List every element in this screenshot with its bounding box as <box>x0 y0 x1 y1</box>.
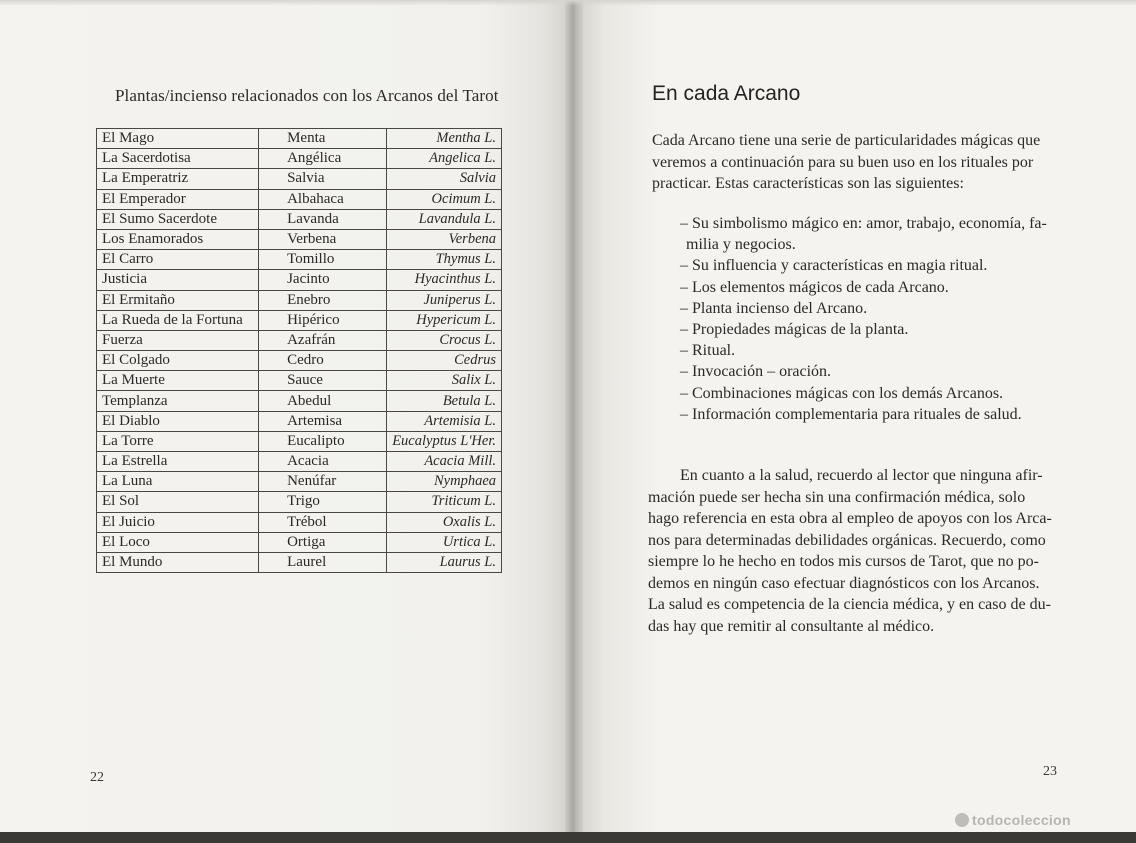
latin-name-cell: Juniperus L. <box>387 290 502 310</box>
latin-name-cell: Verbena <box>387 229 502 249</box>
arcano-cell: La Torre <box>97 431 259 451</box>
table-row <box>97 472 502 492</box>
arcano-cell: Fuerza <box>97 330 259 350</box>
list-item: – Su influencia y características en magia ritual. <box>680 257 988 275</box>
plant-cell: Laurel <box>259 552 387 572</box>
latin-name-cell: Eucalyptus L'Her. <box>387 431 502 451</box>
health-line: La salud es competencia de la ciencia médica, y en caso de du- <box>648 596 1051 613</box>
arcano-cell: La Luna <box>97 472 259 492</box>
table-row <box>97 391 502 411</box>
arcano-cell: El Colgado <box>97 351 259 371</box>
latin-name-cell: Thymus L. <box>387 250 502 270</box>
latin-name-cell: Betula L. <box>387 391 502 411</box>
page-number-right: 23 <box>1043 764 1057 779</box>
health-line: En cuanto a la salud, recuerdo al lector que ninguna afir- <box>680 467 1043 484</box>
intro-line: practicar. Estas características son las siguientes: <box>652 175 964 192</box>
intro-line: veremos a continuación para su buen uso en los rituales por <box>652 153 1034 171</box>
plant-cell: Trigo <box>259 492 387 512</box>
health-line: mación puede ser hecha sin una confirmación médica, solo <box>648 488 1026 506</box>
arcano-cell: El Loco <box>97 532 259 552</box>
latin-name-cell: Artemisia L. <box>387 411 502 431</box>
watermark <box>955 812 1071 828</box>
plant-cell: Menta <box>259 129 387 149</box>
book-gutter <box>565 0 583 843</box>
arcano-cell: La Estrella <box>97 452 259 472</box>
list-item: – Invocación – oración. <box>680 363 832 381</box>
watermark-logo-icon <box>955 813 969 827</box>
list-item: – Ritual. <box>680 342 736 360</box>
latin-name-cell: Laurus L. <box>387 552 502 572</box>
table-row <box>97 552 502 572</box>
arcano-cell: El Mundo <box>97 552 259 572</box>
table-title: Plantas/incienso relacionados con los Arcanos del Tarot <box>115 86 499 105</box>
latin-name-cell: Lavandula L. <box>387 209 502 229</box>
arcano-cell: El Emperador <box>97 189 259 209</box>
plant-cell: Albahaca <box>259 189 387 209</box>
plant-cell: Tomillo <box>259 250 387 270</box>
plant-cell: Acacia <box>259 452 387 472</box>
latin-name-cell: Salvia <box>387 169 502 189</box>
list-item: – Combinaciones mágicas con los demás Arcanos. <box>680 384 1004 402</box>
characteristics-list <box>680 213 1070 425</box>
plant-cell: Artemisa <box>259 411 387 431</box>
arcano-cell: El Sumo Sacerdote <box>97 209 259 229</box>
table-row <box>97 229 502 249</box>
list-item: – Su simbolismo mágico en: amor, trabajo, economía, fa- <box>680 215 1047 232</box>
arcano-cell: Los Enamorados <box>97 229 259 249</box>
latin-name-cell: Crocus L. <box>387 330 502 350</box>
table-row <box>97 310 502 330</box>
intro-line: Cada Arcano tiene una serie de particularidades mágicas que <box>652 132 1041 149</box>
table-row <box>97 330 502 350</box>
table-row <box>97 512 502 532</box>
table-row <box>97 250 502 270</box>
table-row <box>97 149 502 169</box>
plant-cell: Enebro <box>259 290 387 310</box>
table-row <box>97 290 502 310</box>
health-line: hago referencia en esta obra al empleo de apoyos con los Arca- <box>648 510 1052 527</box>
arcano-cell: La Rueda de la Fortuna <box>97 310 259 330</box>
latin-name-cell: Cedrus <box>387 351 502 371</box>
health-line: das hay que remitir al consultante al médico. <box>648 617 935 635</box>
list-item: – Planta incienso del Arcano. <box>680 299 868 317</box>
arcano-cell: El Ermitaño <box>97 290 259 310</box>
plant-cell: Salvia <box>259 169 387 189</box>
latin-name-cell: Salix L. <box>387 371 502 391</box>
list-item-continuation: milia y negocios. <box>686 236 796 254</box>
plant-cell: Abedul <box>259 391 387 411</box>
arcano-cell: Templanza <box>97 391 259 411</box>
arcano-cell: La Emperatriz <box>97 169 259 189</box>
list-item: – Propiedades mágicas de la planta. <box>680 321 909 339</box>
latin-name-cell: Nymphaea <box>387 472 502 492</box>
plants-table-body <box>97 129 502 573</box>
plant-cell: Eucalipto <box>259 431 387 451</box>
plant-cell: Cedro <box>259 351 387 371</box>
arcano-cell: El Sol <box>97 492 259 512</box>
health-paragraph <box>648 465 1068 637</box>
latin-name-cell: Angelica L. <box>387 149 502 169</box>
health-line: demos en ningún caso efectuar diagnósticos con los Arcanos. <box>648 574 1040 592</box>
health-line: nos para determinadas debilidades orgánicas. Recuerdo, como <box>648 531 1046 549</box>
latin-name-cell: Urtica L. <box>387 532 502 552</box>
arcano-cell: El Juicio <box>97 512 259 532</box>
table-row <box>97 371 502 391</box>
latin-name-cell: Triticum L. <box>387 492 502 512</box>
plant-cell: Hipérico <box>259 310 387 330</box>
plant-cell: Jacinto <box>259 270 387 290</box>
table-row <box>97 169 502 189</box>
arcano-cell: El Diablo <box>97 411 259 431</box>
latin-name-cell: Ocimum L. <box>387 189 502 209</box>
latin-name-cell: Hypericum L. <box>387 310 502 330</box>
latin-name-cell: Hyacinthus L. <box>387 270 502 290</box>
table-row <box>97 209 502 229</box>
arcano-cell: El Mago <box>97 129 259 149</box>
plant-cell: Sauce <box>259 371 387 391</box>
latin-name-cell: Oxalis L. <box>387 512 502 532</box>
latin-name-cell: Acacia Mill. <box>387 452 502 472</box>
list-item: – Información complementaria para rituales de salud. <box>680 405 1022 423</box>
arcano-cell: Justicia <box>97 270 259 290</box>
table-row <box>97 129 502 149</box>
page-top-shadow <box>0 0 1136 6</box>
page-number-left: 22 <box>90 770 104 785</box>
plant-cell: Trébol <box>259 512 387 532</box>
plants-table <box>96 128 502 573</box>
table-row <box>97 411 502 431</box>
plant-cell: Nenúfar <box>259 472 387 492</box>
watermark-text: todocoleccion <box>972 812 1071 828</box>
health-line: siempre lo he hecho en todos mis cursos de Tarot, que no po- <box>648 553 1039 570</box>
table-row <box>97 270 502 290</box>
latin-name-cell: Mentha L. <box>387 129 502 149</box>
plant-cell: Verbena <box>259 229 387 249</box>
page-bottom-edge <box>0 832 1136 843</box>
plant-cell: Azafrán <box>259 330 387 350</box>
plant-cell: Ortiga <box>259 532 387 552</box>
table-row <box>97 452 502 472</box>
section-title: En cada Arcano <box>652 82 801 105</box>
arcano-cell: El Carro <box>97 250 259 270</box>
intro-paragraph <box>652 130 1068 195</box>
plant-cell: Angélica <box>259 149 387 169</box>
arcano-cell: La Sacerdotisa <box>97 149 259 169</box>
table-row <box>97 351 502 371</box>
table-row <box>97 532 502 552</box>
table-row <box>97 189 502 209</box>
arcano-cell: La Muerte <box>97 371 259 391</box>
table-row <box>97 431 502 451</box>
table-row <box>97 492 502 512</box>
list-item: – Los elementos mágicos de cada Arcano. <box>680 278 949 296</box>
plant-cell: Lavanda <box>259 209 387 229</box>
